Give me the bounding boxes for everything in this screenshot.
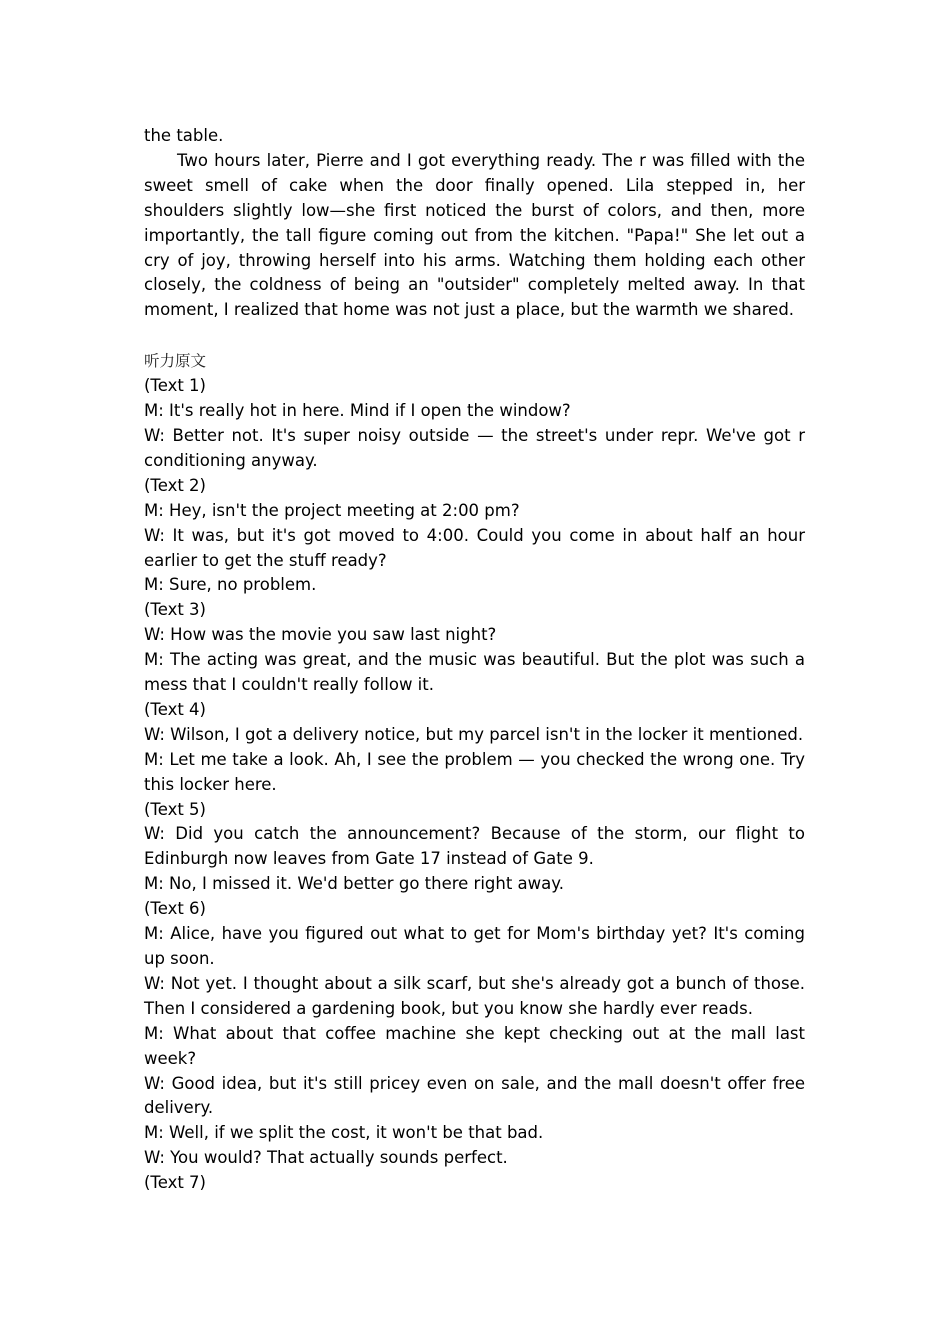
- transcript-body: [144, 374, 805, 1196]
- transcript-line: W: Not yet. I thought about a silk scarf, but she's already got a bunch of those. Then I considered a gardening book, but you know she hardly ever reads.: [144, 973, 805, 1018]
- transcript-line: (Text 6): [144, 899, 206, 919]
- transcript-line: M: Alice, have you figured out what to get for Mom's birthday yet? It's coming up soon.: [144, 924, 805, 968]
- transcript-line: (Text 2): [144, 475, 206, 495]
- transcript-heading: 听力原文: [144, 352, 207, 371]
- transcript-line: M: Let me take a look. Ah, I see the problem — you checked the wrong one. Try this locker here.: [144, 749, 805, 794]
- transcript-line: M: It's really hot in here. Mind if I open the window?: [144, 401, 571, 421]
- transcript-line: M: What about that coffee machine she kept checking out at the mall last week?: [144, 1023, 805, 1068]
- paragraph-gap: [144, 323, 805, 349]
- transcript-line: M: The acting was great, and the music was beautiful. But the plot was such a mess that I couldn't really follow it.: [144, 650, 805, 695]
- story-paragraph: Two hours later, Pierre and I got everything ready. The r was filled with the sweet smell of cake when the door finally opened. Lila stepped in, her shoulders slightly low—she first noticed the burst of colors, and then, more importantly, the tall figure coming out from the kitchen. "Papa!" She let out a cry of joy, throwing herself into his arms. Watching them holding each other closely, the coldness of being an "outsider" completely melted away. In that moment, I realized that home was not just a place, but the warmth we shared.: [144, 150, 805, 320]
- transcript-line: M: Well, if we split the cost, it won't be that bad.: [144, 1123, 544, 1143]
- transcript-line: (Text 4): [144, 699, 206, 719]
- transcript-line: M: Hey, isn't the project meeting at 2:00 pm?: [144, 500, 520, 520]
- story-continuation: the table.: [144, 126, 224, 145]
- transcript-line: W: It was, but it's got moved to 4:00. Could you come in about half an hour earlier to get the stuff ready?: [144, 525, 805, 570]
- transcript-line: W: Wilson, I got a delivery notice, but my parcel isn't in the locker it mentioned.: [144, 724, 804, 744]
- transcript-line: (Text 1): [144, 376, 206, 396]
- transcript-line: (Text 3): [144, 600, 206, 620]
- transcript-line: W: Did you catch the announcement? Because of the storm, our flight to Edinburgh now leaves from Gate 17 instead of Gate 9.: [144, 824, 805, 869]
- transcript-line: M: Sure, no problem.: [144, 575, 317, 595]
- transcript-line: W: How was the movie you saw last night?: [144, 625, 497, 645]
- transcript-line: M: No, I missed it. We'd better go there right away.: [144, 874, 564, 894]
- transcript-line: (Text 7): [144, 1173, 206, 1193]
- transcript-line: W: Better not. It's super noisy outside — the street's under repr. We've got r conditioning anyway.: [144, 425, 805, 470]
- transcript-line: W: You would? That actually sounds perfect.: [144, 1148, 508, 1168]
- transcript-line: W: Good idea, but it's still pricey even on sale, and the mall doesn't offer free delivery.: [144, 1073, 805, 1118]
- transcript-line: (Text 5): [144, 799, 206, 819]
- document-page: [144, 124, 805, 1196]
